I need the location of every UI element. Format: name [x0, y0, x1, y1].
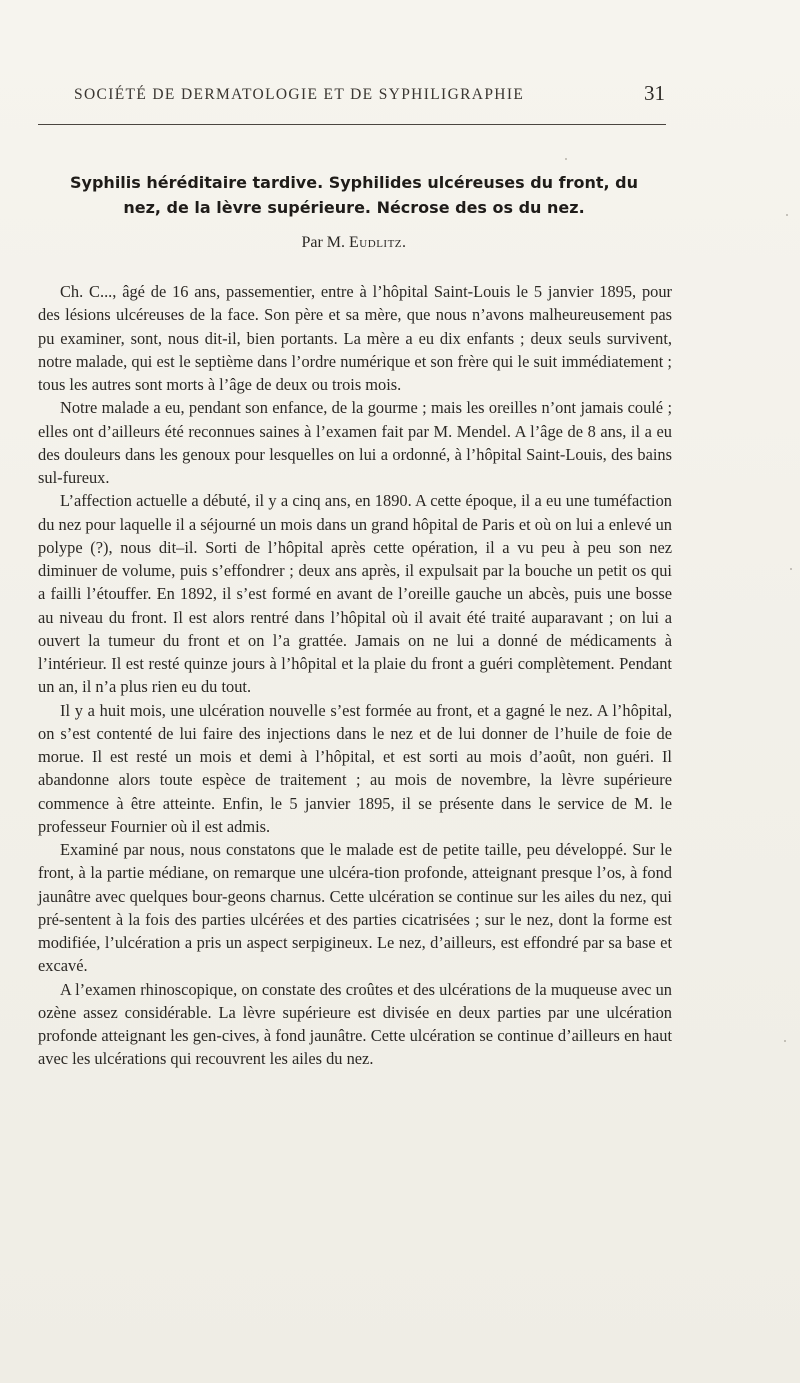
article-title [38, 170, 670, 220]
article-byline [38, 234, 670, 252]
paragraph: Ch. C..., âgé de 16 ans, passementier, entre à l’hôpital Saint-Louis le 5 janvier 1895, pour des lésions ulcéreuses de la face. Son père et sa mère, que nous n’avons malheureusement pas pu examiner, sont, nous dit-il, bien portants. La mère a eu dix enfants ; deux seuls survivent, notre malade, qui est le septième dans l’ordre numérique et son frère qui le suit immédiatement ; tous les autres sont morts à l’âge de deux ou trois mois. [38, 282, 672, 394]
article-title-line-1: Syphilis héréditaire tardive. Syphilides ulcéreuses du front, du [70, 173, 638, 192]
paper-speck [786, 214, 788, 216]
paragraph: Notre malade a eu, pendant son enfance, de la gourme ; mais les oreilles n’ont jamais coulé ; elles ont d’ailleurs été reconnues saines à l’examen fait par M. Mendel. A l’âge de 8 ans, il a eu des douleurs dans les genoux pour lesquelles on lui a ordonné, à l’hôpital Saint-Louis, des bains sul-fureux. [38, 398, 672, 487]
paragraph: Examiné par nous, nous constatons que le malade est de petite taille, peu développé. Sur le front, à la partie médiane, on remarque une ulcéra-tion profonde, atteignant presque l’os, à fond jaunâtre avec quelques bour-geons charnus. Cette ulcération se continue sur les ailes du nez, qui pré-sentent à la fois des parties ulcérées et des parties cicatrisées ; sur le nez, dont la forme est modifiée, l’ulcération a pris un aspect serpigineux. Le nez, d’ailleurs, est effondré par sa base et excavé. [38, 840, 672, 976]
article-body [38, 280, 672, 1071]
byline-author: Eudlitz. [349, 234, 407, 251]
paragraph: Il y a huit mois, une ulcération nouvelle s’est formée au front, et a gagné le nez. A l’hôpital, on s’est contenté de lui faire des injections dans le nez et de lui donner de l’huile de foie de morue. Il est resté un mois et demi à l’hôpital, et est sorti au mois d’août, non guéri. Il abandonne alors toute espèce de traitement ; au mois de novembre, la lèvre supérieure commence à être atteinte. Enfin, le 5 janvier 1895, il se présente dans le service de M. le professeur Fournier où il est admis. [38, 700, 672, 836]
paper-speck [790, 568, 792, 570]
paper-speck [784, 1040, 786, 1042]
paragraph: L’affection actuelle a débuté, il y a cinq ans, en 1890. A cette époque, il a eu une tuméfaction du nez pour laquelle il a séjourné un mois dans un grand hôpital de Paris et où on lui a enlevé un polype (?), nous dit–il. Sorti de l’hôpital après cette opération, il a vu peu à peu son nez diminuer de volume, puis s’effondrer ; deux ans après, il expulsait par la bouche un petit os qui a failli l’étouffer. En 1892, il s’est formé en avant de l’oreille gauche un abcès, puis une bosse au niveau du front. Il est alors rentré dans l’hôpital où il avait été traité auparavant ; on lui a ouvert la tumeur du front et on l’a grattée. Jamais on ne lui a donné de médicaments à l’intérieur. Il est resté quinze jours à l’hôpital et la plaie du front a guéri complètement. Pendant un an, il n’a plus rien eu du tout. [38, 491, 672, 697]
byline-prefix: Par M. [301, 234, 346, 251]
article-title-line-2: nez, de la lèvre supérieure. Nécrose des os du nez. [123, 198, 585, 217]
header-rule [38, 124, 666, 125]
paper-speck [565, 158, 567, 160]
paragraph: A l’examen rhinoscopique, on constate des croûtes et des ulcérations de la muqueuse avec un ozène assez considérable. La lèvre supérieure est divisée en deux parties par une ulcération profonde atteignant les gen-cives, à fond jaunâtre. Cette ulcération se continue d’ailleurs en haut avec les ulcérations qui recouvrent les ailes du nez. [38, 979, 672, 1069]
running-header: SOCIÉTÉ DE DERMATOLOGIE ET DE SYPHILIGRAPHIE [74, 86, 525, 103]
page-number: 31 [644, 81, 665, 105]
